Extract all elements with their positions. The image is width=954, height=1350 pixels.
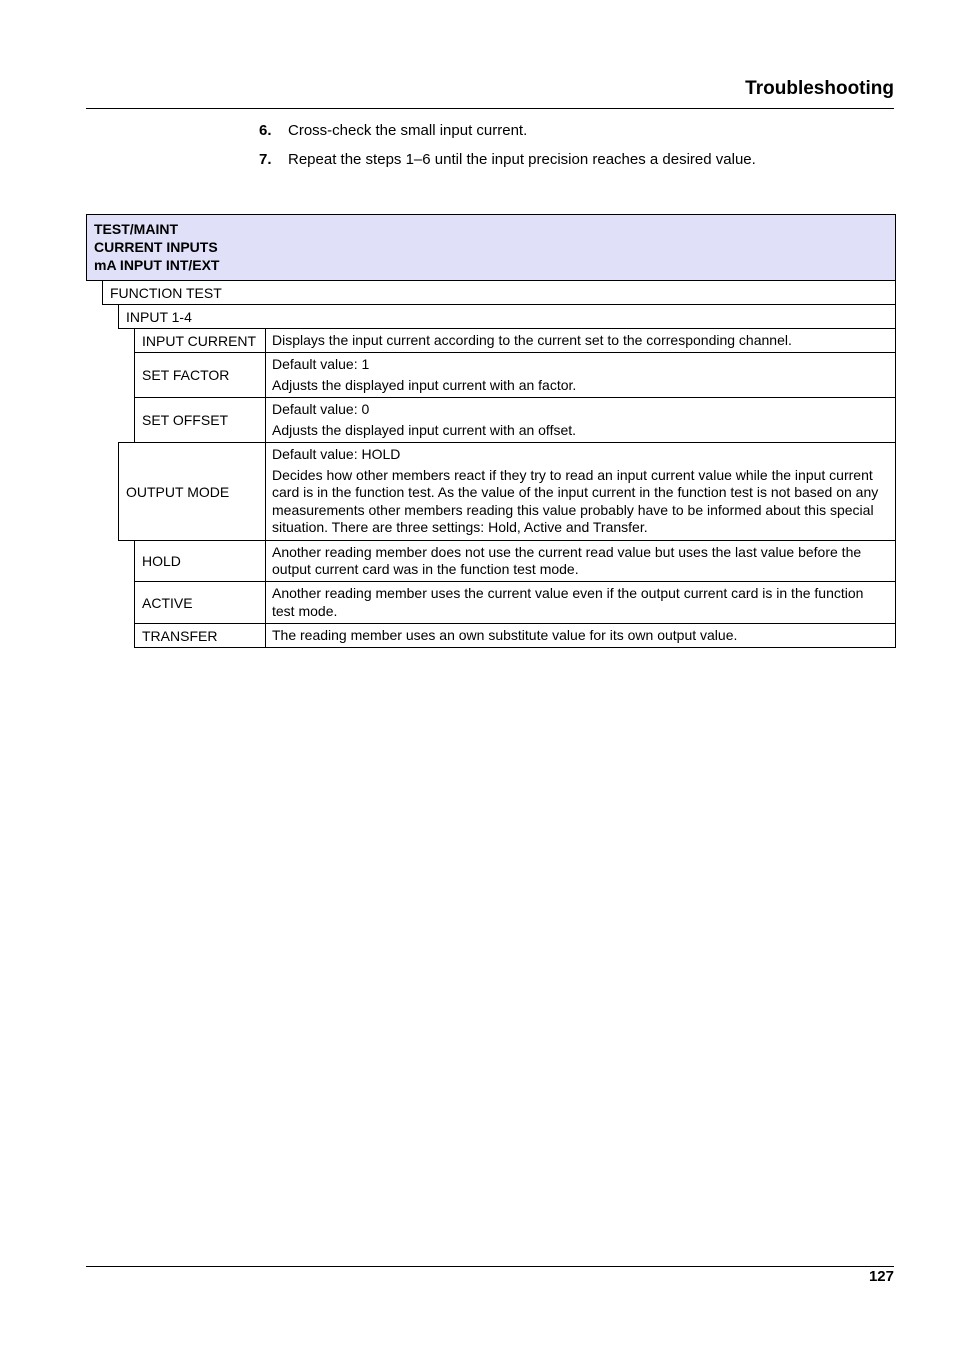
output-mode-label [118, 442, 266, 541]
set-factor-label [134, 352, 266, 398]
input-current-label-text: INPUT CURRENT [142, 332, 257, 349]
step-text: Cross-check the small input current. [288, 122, 528, 139]
hold-description [265, 540, 896, 582]
output-mode-default: Default value: HOLD [272, 446, 401, 463]
header-rule [86, 108, 894, 109]
function-test-row [102, 280, 896, 305]
menu-table [86, 214, 896, 648]
page-number: 127 [868, 1268, 894, 1285]
input-current-description [265, 328, 896, 353]
set-offset-description-text: Adjusts the displayed input current with an offset. [272, 421, 577, 438]
menu-path-level: CURRENT INPUTS [94, 239, 218, 255]
hold-label-text: HOLD [142, 553, 181, 569]
transfer-description-text: The reading member uses an own substitute value for its own output value. [272, 626, 738, 643]
menu-path-level: TEST/MAINT [94, 221, 178, 237]
step-item [259, 151, 756, 180]
function-test-label: FUNCTION TEST [110, 284, 222, 301]
hold-label [134, 540, 266, 582]
set-factor-description-text: Adjusts the displayed input current with an factor. [272, 376, 577, 393]
set-factor-default: Default value: 1 [272, 356, 370, 372]
footer-rule [86, 1266, 894, 1267]
step-number: 6. [259, 122, 272, 139]
transfer-label-text: TRANSFER [142, 627, 218, 644]
set-offset-label-text: SET OFFSET [142, 412, 229, 428]
transfer-label [134, 623, 266, 648]
set-offset-label [134, 397, 266, 443]
output-mode-description [265, 442, 896, 541]
input-range-row [118, 304, 896, 329]
active-label-text: ACTIVE [142, 594, 193, 611]
set-factor-label-text: SET FACTOR [142, 367, 230, 383]
input-current-description-text: Displays the input current according to the current set to the corresponding channel. [272, 331, 792, 348]
step-number: 7. [259, 151, 272, 168]
transfer-description [265, 623, 896, 648]
menu-path-level: mA INPUT INT/EXT [94, 257, 220, 273]
page-header-title: Troubleshooting [745, 78, 894, 99]
output-mode-label-text: OUTPUT MODE [126, 483, 230, 500]
output-mode-description-text: Decides how other members react if they try to read an input current value while the input current card is in the function test. As the value of the input current in the function test is not based on any measurements other members reading this value probably have to be informed about this special situation. There are three settings: Hold, Active and Transfer. [272, 466, 879, 536]
set-offset-default: Default value: 0 [272, 401, 370, 417]
step-item [259, 122, 756, 151]
step-list [259, 122, 756, 180]
input-current-label [134, 328, 266, 353]
set-factor-description [265, 352, 896, 398]
hold-description-text: Another reading member does not use the current read value but uses the last value before the output current card was in the function test mode. [272, 543, 862, 577]
active-description [265, 581, 896, 624]
menu-path-header [86, 214, 896, 281]
step-text: Repeat the steps 1–6 until the input precision reaches a desired value. [288, 151, 756, 168]
set-offset-description [265, 397, 896, 443]
active-label [134, 581, 266, 624]
active-description-text: Another reading member uses the current value even if the output current card is in the function test mode. [272, 585, 864, 619]
input-range-label: INPUT 1-4 [126, 308, 192, 325]
